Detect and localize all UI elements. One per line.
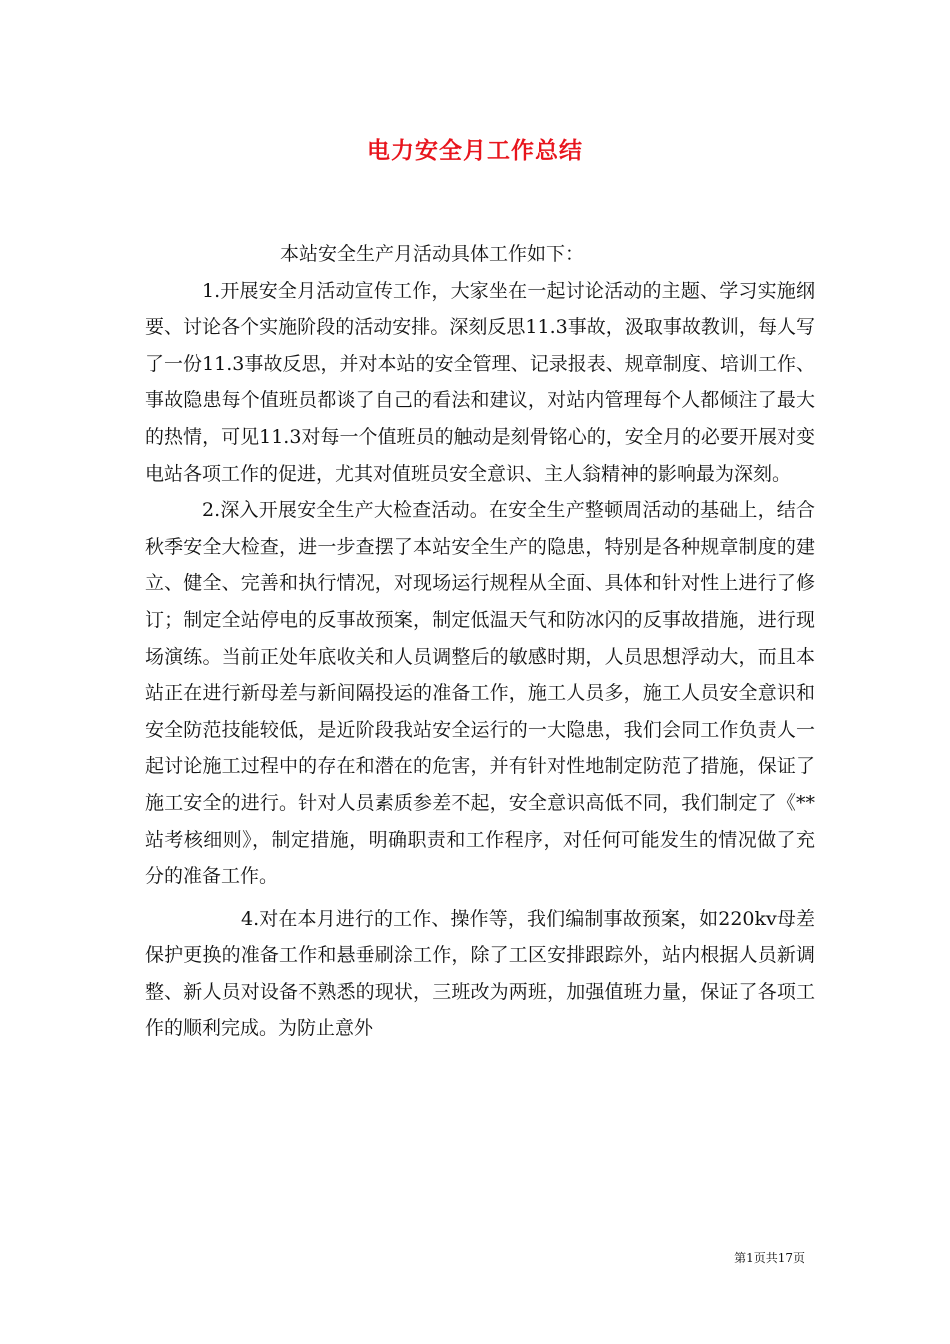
intro-paragraph: 本站安全生产月活动具体工作如下： — [280, 243, 585, 265]
page-number: 第1页共17页 — [734, 1251, 805, 1265]
document-title: 电力安全月工作总结 — [367, 137, 583, 164]
document-body — [145, 236, 815, 1047]
paragraph-2: 2.深入开展安全生产大检查活动。在安全生产整顿周活动的基础上，结合秋季安全大检查，进一步查摆了本站安全生产的隐患，特别是各种规章制度的建立、健全、完善和执行情况，对现场运行规程从全面、具体和针对性上进行了修订；制定全站停电的反事故预案，制定低温天气和防冰闪的反事故措施，进行现场演练。当前正处年底收关和人员调整后的敏感时期，人员思想浮动大，而且本站正在进行新母差与新间隔投运的准备工作，施工人员多，施工人员安全意识和安全防范技能较低，是近阶段我站安全运行的一大隐患，我们会同工作负责人一起讨论施工过程中的存在和潜在的危害，并有针对性地制定防范了措施，保证了施工安全的进行。针对人员素质参差不起，安全意识高低不同，我们制定了《**站考核细则》，制定措施，明确职责和工作程序，对任何可能发生的情况做了充分的准备工作。 — [145, 499, 815, 888]
paragraph-1: 1.开展安全月活动宣传工作，大家坐在一起讨论活动的主题、学习实施纲要、讨论各个实施阶段的活动安排。深刻反思11.3事故，汲取事故教训，每人写了一份11.3事故反思，并对本站的安全管理、记录报表、规章制度、培训工作、事故隐患每个值班员都谈了自己的看法和建议，对站内管理每个人都倾注了最大的热情，可见11.3对每一个值班员的触动是刻骨铭心的，安全月的必要开展对变电站各项工作的促进，尤其对值班员安全意识、主人翁精神的影响最为深刻。 — [145, 279, 815, 485]
paragraph-4: 4.对在本月进行的工作、操作等，我们编制事故预案，如220kv母差保护更换的准备工作和悬垂刷涂工作，除了工区安排跟踪外，站内根据人员新调整、新人员对设备不熟悉的现状，三班改为两班，加强值班力量，保证了各项工作的顺利完成。为防止意外 — [145, 907, 815, 1040]
